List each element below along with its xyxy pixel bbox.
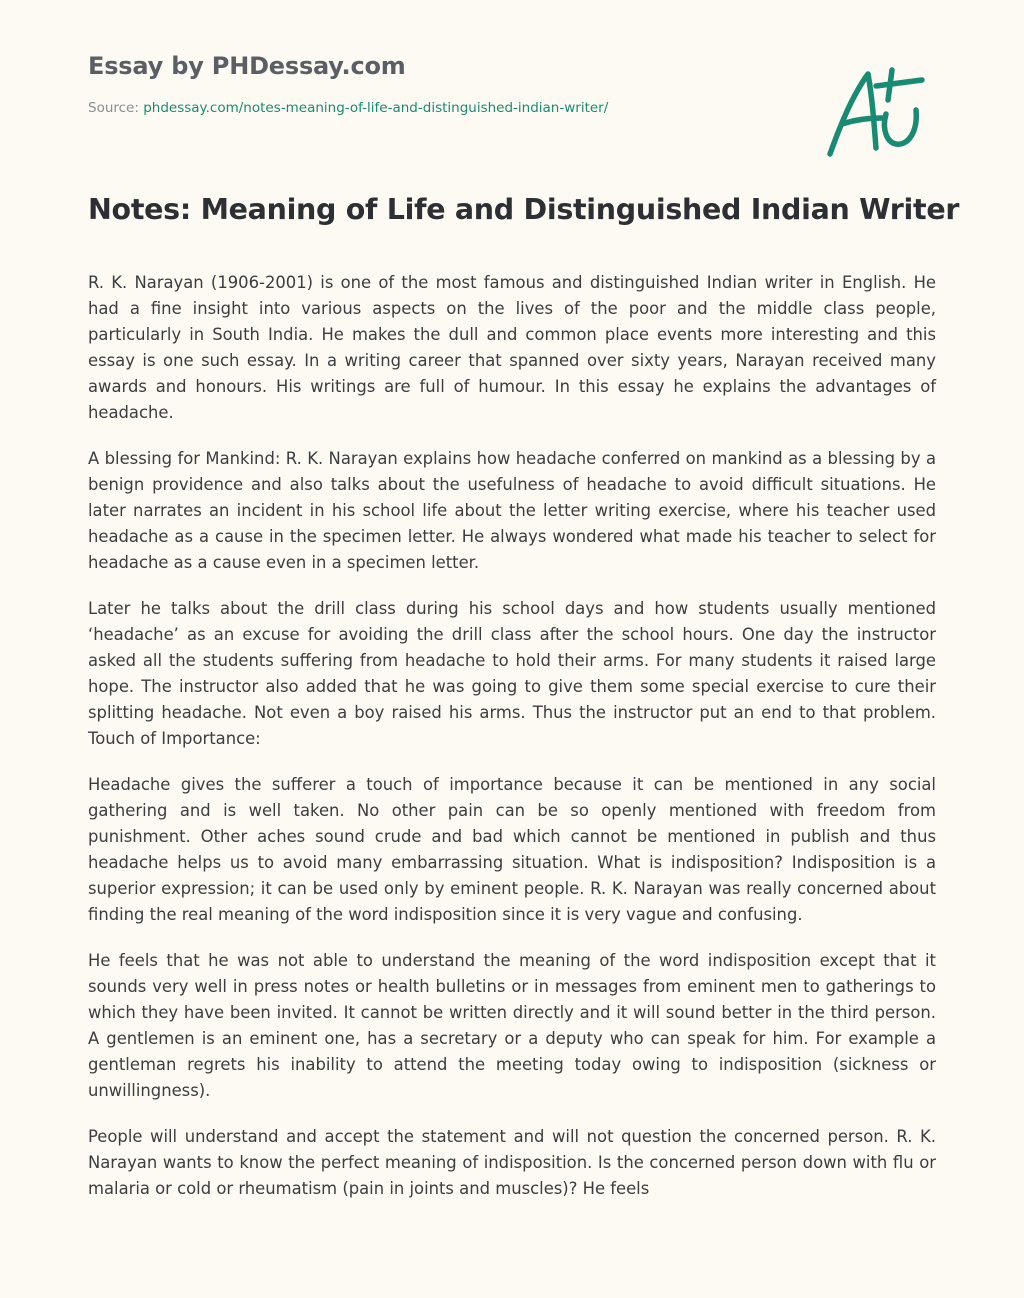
source-label: Source: <box>88 100 144 116</box>
source-line <box>88 98 936 118</box>
essay-body <box>88 270 936 1222</box>
paragraph: Headache gives the sufferer a touch of importance because it can be mentioned in any social gathering and is well taken. No other pain can be so openly mentioned with freedom from punishment. Other aches sound crude and bad which cannot be mentioned in publish and thus headache helps us to avoid many embarrassing situation. What is indisposition? Indisposition is a superior expression; it can be used only by eminent people. R. K. Narayan was really concerned about finding the real meaning of the word indisposition since it is very vague and confusing. <box>88 775 936 924</box>
site-title: Essay by PHDessay.com <box>88 52 406 80</box>
source-link[interactable]: phdessay.com/notes-meaning-of-life-and-distinguished-indian-writer/ <box>143 100 609 116</box>
a-plus-logo-icon <box>824 66 928 158</box>
page-header <box>88 50 936 118</box>
document-title: Notes: Meaning of Life and Distinguished Indian Writer <box>88 193 960 226</box>
paragraph: People will understand and accept the statement and will not question the concerned person. R. K. Narayan wants to know the perfect meaning of indisposition. Is the concerned person down with flu or malaria or cold or rheumatism (pain in joints and muscles)? He feels <box>88 1127 936 1198</box>
paragraph: R. K. Narayan (1906-2001) is one of the most famous and distinguished Indian writer in English. He had a fine insight into various aspects on the lives of the poor and the middle class people, particularly in South India. He makes the dull and common place events more interesting and this essay is one such essay. In a writing career that spanned over sixty years, Narayan received many awards and honours. His writings are full of humour. In this essay he explains the advantages of headache. <box>88 273 936 422</box>
paragraph: Later he talks about the drill class during his school days and how students usually mentioned ‘headache’ as an excuse for avoiding the drill class after the school hours. One day the instructor asked all the students suffering from headache to hold their arms. For many students it raised large hope. The instructor also added that he was going to give them some special exercise to cure their splitting headache. Not even a boy raised his arms. Thus the instructor put an end to that problem. Touch of Importance: <box>88 599 936 748</box>
paragraph: He feels that he was not able to understand the meaning of the word indisposition except that it sounds very well in press notes or health bulletins or in messages from eminent men to gatherings to which they have been invited. It cannot be written directly and it will sound better in the third person. A gentlemen is an eminent one, has a secretary or a deputy who can speak for him. For example a gentleman regrets his inability to attend the meeting today owing to indisposition (sickness or unwillingness). <box>88 951 936 1100</box>
paragraph: A blessing for Mankind: R. K. Narayan explains how headache conferred on mankind as a blessing by a benign providence and also talks about the usefulness of headache to avoid difficult situations. He later narrates an incident in his school life about the letter writing exercise, where his teacher used headache as a cause in the specimen letter. He always wondered what made his teacher to select for headache as a cause even in a specimen letter. <box>88 449 936 572</box>
